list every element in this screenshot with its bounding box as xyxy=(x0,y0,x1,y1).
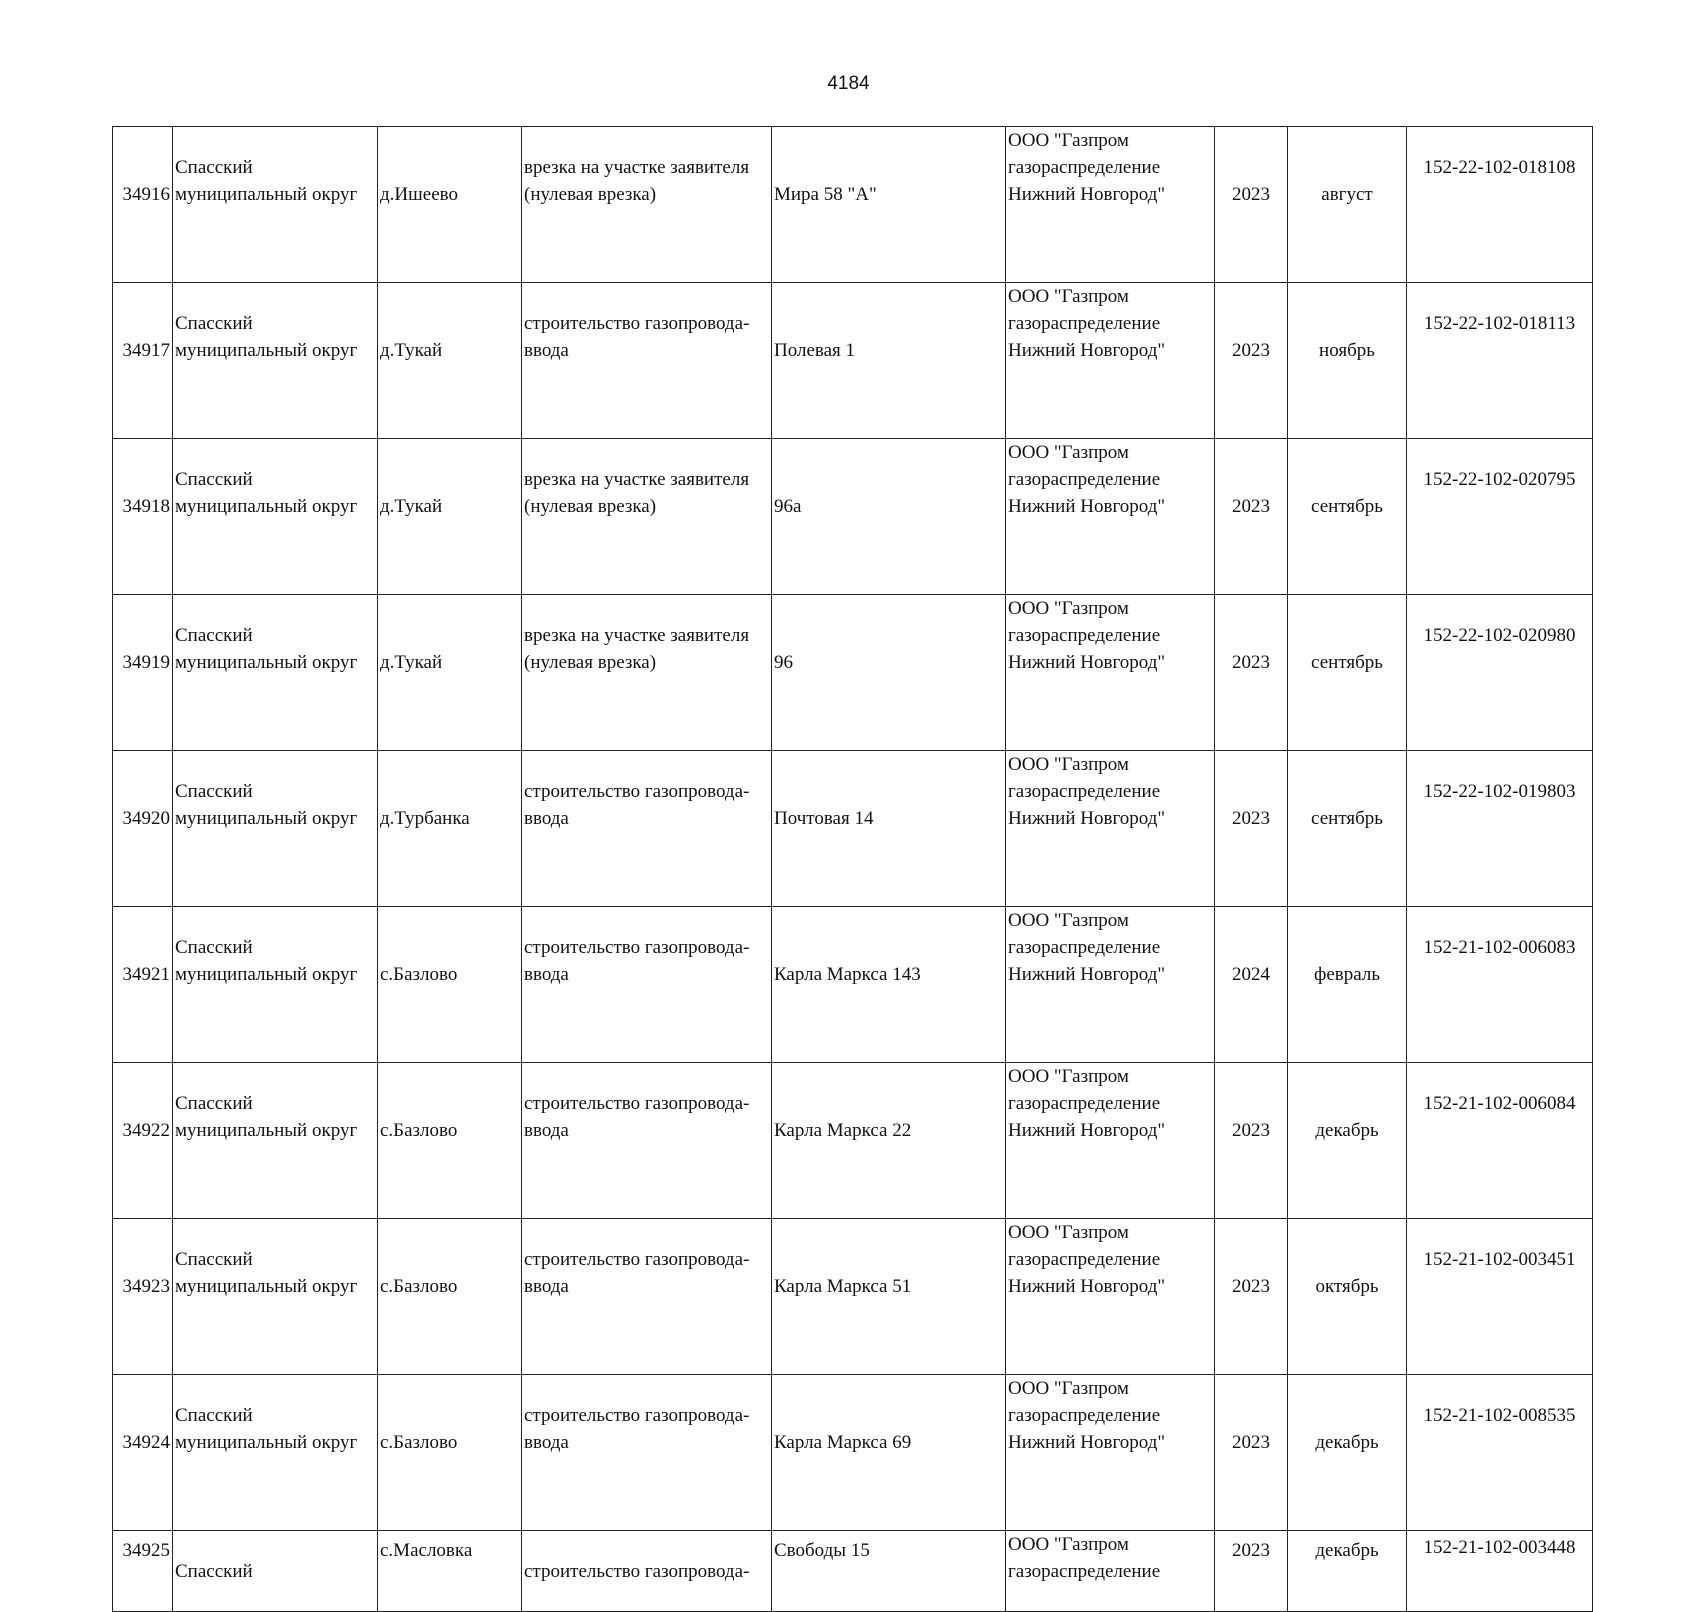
table-row xyxy=(113,907,1593,1063)
organization-cell: ООО "Газпром газораспределение Нижний Новгород" xyxy=(1006,283,1215,439)
settlement-cell: д.Турбанка xyxy=(378,751,522,907)
year-cell: 2023 xyxy=(1215,1375,1288,1531)
code-cell: 152-22-102-020795 xyxy=(1407,439,1593,595)
table-row xyxy=(113,127,1593,283)
year-cell: 2023 xyxy=(1215,283,1288,439)
organization-cell: ООО "Газпром газораспределение Нижний Новгород" xyxy=(1006,1375,1215,1531)
organization-cell: ООО "Газпром газораспределение Нижний Новгород" xyxy=(1006,907,1215,1063)
month-cell: сентябрь xyxy=(1288,751,1407,907)
month-cell: ноябрь xyxy=(1288,283,1407,439)
work-type-cell: строительство газопровода- ввода xyxy=(522,1219,772,1375)
municipality-cell: Спасский муниципальный округ xyxy=(173,283,378,439)
month-cell: август xyxy=(1288,127,1407,283)
municipality-cell: Спасский муниципальный округ xyxy=(173,439,378,595)
address-cell: Карла Маркса 22 xyxy=(772,1063,1006,1219)
settlement-cell: с.Базлово xyxy=(378,1219,522,1375)
municipality-cell: Спасский муниципальный округ xyxy=(173,595,378,751)
address-cell: Полевая 1 xyxy=(772,283,1006,439)
work-type-cell: строительство газопровода- ввода xyxy=(522,1375,772,1531)
row-number-cell: 34918 xyxy=(113,439,173,595)
table-row xyxy=(113,751,1593,907)
table-row xyxy=(113,1063,1593,1219)
work-type-cell: врезка на участке заявителя (нулевая врезка) xyxy=(522,127,772,283)
table-row xyxy=(113,1531,1593,1612)
work-type-cell: строительство газопровода- ввода xyxy=(522,283,772,439)
row-number-cell: 34925 xyxy=(113,1531,173,1612)
code-cell: 152-22-102-018108 xyxy=(1407,127,1593,283)
year-cell: 2023 xyxy=(1215,439,1288,595)
row-number-cell: 34920 xyxy=(113,751,173,907)
work-type-cell: строительство газопровода- ввода xyxy=(522,907,772,1063)
municipality-cell: Спасский муниципальный округ xyxy=(173,127,378,283)
table-row xyxy=(113,439,1593,595)
work-type-cell: строительство газопровода- xyxy=(522,1531,772,1612)
year-cell: 2023 xyxy=(1215,127,1288,283)
table-row xyxy=(113,1375,1593,1531)
month-cell: декабрь xyxy=(1288,1063,1407,1219)
address-cell: Карла Маркса 143 xyxy=(772,907,1006,1063)
table-row xyxy=(113,595,1593,751)
row-number-cell: 34923 xyxy=(113,1219,173,1375)
work-type-cell: врезка на участке заявителя (нулевая врезка) xyxy=(522,595,772,751)
code-cell: 152-21-102-008535 xyxy=(1407,1375,1593,1531)
municipality-cell: Спасский муниципальный округ xyxy=(173,907,378,1063)
municipality-cell: Спасский муниципальный округ xyxy=(173,751,378,907)
settlement-cell: с.Базлово xyxy=(378,907,522,1063)
code-cell: 152-21-102-003451 xyxy=(1407,1219,1593,1375)
organization-cell: ООО "Газпром газораспределение Нижний Новгород" xyxy=(1006,595,1215,751)
month-cell: февраль xyxy=(1288,907,1407,1063)
work-type-cell: строительство газопровода- ввода xyxy=(522,751,772,907)
address-cell: Карла Маркса 51 xyxy=(772,1219,1006,1375)
organization-cell: ООО "Газпром газораспределение Нижний Новгород" xyxy=(1006,439,1215,595)
code-cell: 152-22-102-019803 xyxy=(1407,751,1593,907)
month-cell: декабрь xyxy=(1288,1375,1407,1531)
year-cell: 2023 xyxy=(1215,1063,1288,1219)
code-cell: 152-21-102-003448 xyxy=(1407,1531,1593,1612)
row-number-cell: 34917 xyxy=(113,283,173,439)
row-number-cell: 34919 xyxy=(113,595,173,751)
row-number-cell: 34916 xyxy=(113,127,173,283)
table-row xyxy=(113,1219,1593,1375)
month-cell: сентябрь xyxy=(1288,595,1407,751)
settlement-cell: д.Тукай xyxy=(378,283,522,439)
page-number: 4184 xyxy=(827,73,870,94)
code-cell: 152-22-102-018113 xyxy=(1407,283,1593,439)
organization-cell: ООО "Газпром газораспределение Нижний Новгород" xyxy=(1006,1219,1215,1375)
year-cell: 2023 xyxy=(1215,1219,1288,1375)
settlement-cell: с.Базлово xyxy=(378,1063,522,1219)
address-cell: Почтовая 14 xyxy=(772,751,1006,907)
settlement-cell: д.Тукай xyxy=(378,439,522,595)
gas-connection-table xyxy=(112,126,1593,1612)
settlement-cell: с.Масловка xyxy=(378,1531,522,1612)
code-cell: 152-21-102-006084 xyxy=(1407,1063,1593,1219)
organization-cell: ООО "Газпром газораспределение Нижний Новгород" xyxy=(1006,1063,1215,1219)
table-row xyxy=(113,283,1593,439)
year-cell: 2024 xyxy=(1215,907,1288,1063)
work-type-cell: врезка на участке заявителя (нулевая врезка) xyxy=(522,439,772,595)
address-cell: Свободы 15 xyxy=(772,1531,1006,1612)
work-type-cell: строительство газопровода- ввода xyxy=(522,1063,772,1219)
organization-cell: ООО "Газпром газораспределение Нижний Новгород" xyxy=(1006,751,1215,907)
municipality-cell: Спасский муниципальный округ xyxy=(173,1375,378,1531)
month-cell: октябрь xyxy=(1288,1219,1407,1375)
municipality-cell: Спасский муниципальный округ xyxy=(173,1219,378,1375)
code-cell: 152-22-102-020980 xyxy=(1407,595,1593,751)
settlement-cell: д.Тукай xyxy=(378,595,522,751)
row-number-cell: 34924 xyxy=(113,1375,173,1531)
address-cell: 96 xyxy=(772,595,1006,751)
address-cell: Карла Маркса 69 xyxy=(772,1375,1006,1531)
month-cell: декабрь xyxy=(1288,1531,1407,1612)
year-cell: 2023 xyxy=(1215,1531,1288,1612)
municipality-cell: Спасский муниципальный округ xyxy=(173,1063,378,1219)
address-cell: Мира 58 "А" xyxy=(772,127,1006,283)
month-cell: сентябрь xyxy=(1288,439,1407,595)
settlement-cell: с.Базлово xyxy=(378,1375,522,1531)
year-cell: 2023 xyxy=(1215,595,1288,751)
row-number-cell: 34922 xyxy=(113,1063,173,1219)
municipality-cell: Спасский xyxy=(173,1531,378,1612)
address-cell: 96а xyxy=(772,439,1006,595)
settlement-cell: д.Ишеево xyxy=(378,127,522,283)
year-cell: 2023 xyxy=(1215,751,1288,907)
organization-cell: ООО "Газпром газораспределение Нижний Новгород" xyxy=(1006,127,1215,283)
code-cell: 152-21-102-006083 xyxy=(1407,907,1593,1063)
organization-cell: ООО "Газпром газораспределение xyxy=(1006,1531,1215,1612)
row-number-cell: 34921 xyxy=(113,907,173,1063)
